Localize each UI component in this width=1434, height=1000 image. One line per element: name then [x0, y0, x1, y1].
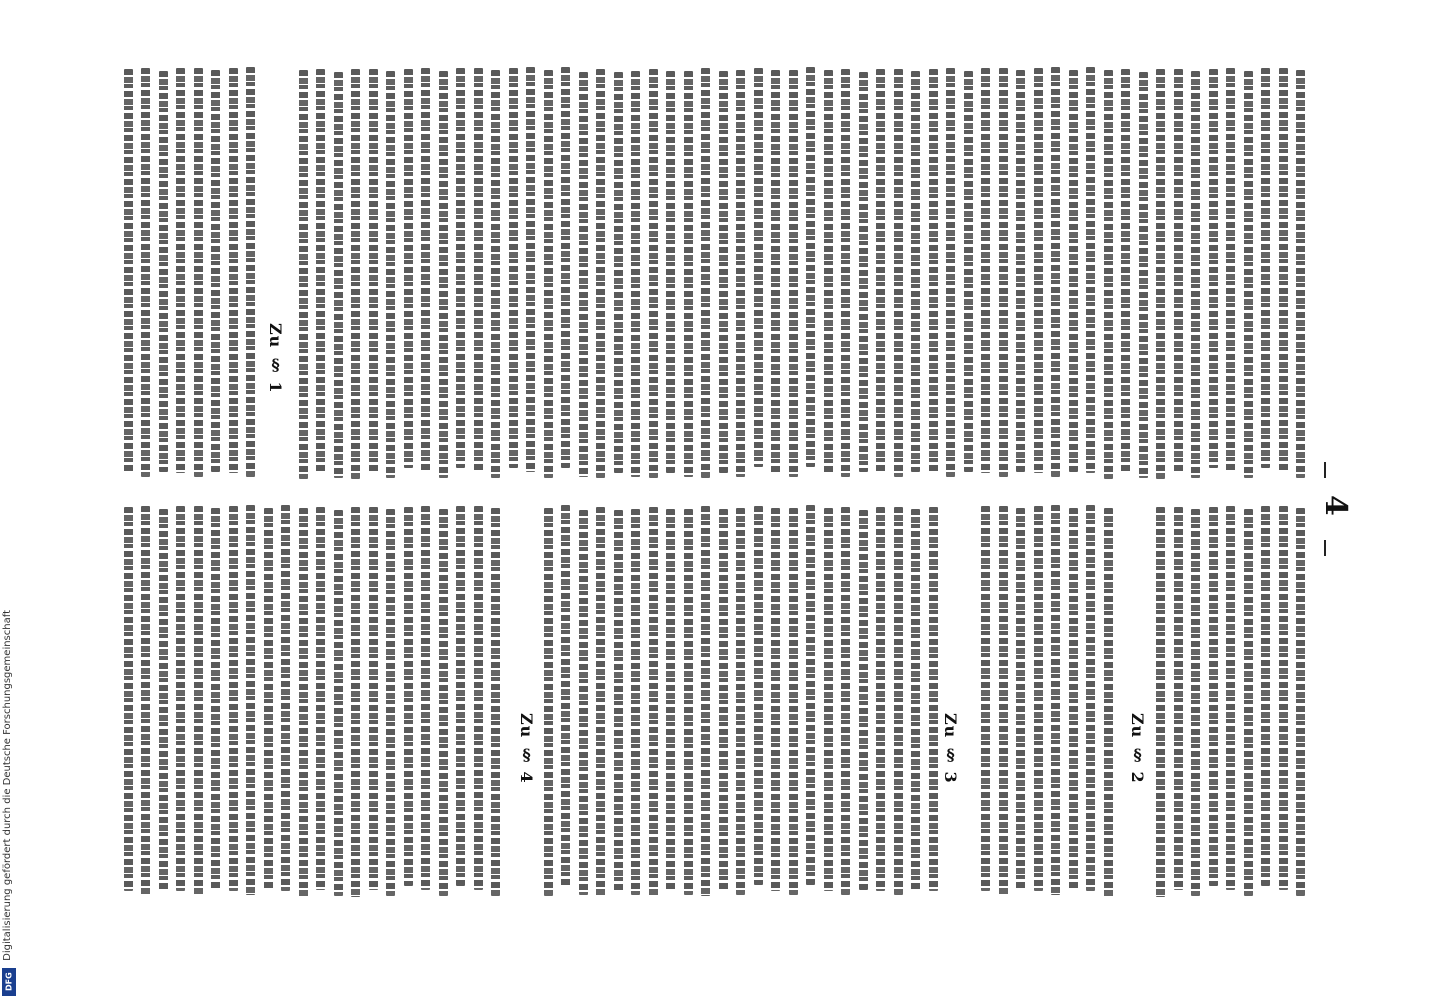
- text-line: [194, 506, 203, 896]
- text-line: [701, 506, 710, 896]
- text-line: [334, 510, 343, 897]
- text-line: [421, 506, 430, 890]
- text-line: [1209, 507, 1218, 887]
- text-line: [789, 508, 798, 896]
- text-line: [229, 506, 238, 892]
- dfg-logo: DFG: [2, 968, 16, 996]
- text-line: [404, 507, 413, 887]
- text-line: [316, 507, 325, 890]
- digitization-credit: Digitalisierung gefördert durch die Deutsche Forschungsgemeinschaft: [2, 610, 13, 961]
- text-line: [439, 509, 448, 897]
- document-page: [108, 55, 1313, 900]
- text-line: [1191, 509, 1200, 896]
- section-heading-s3: Zu § 3: [941, 713, 960, 784]
- text-line: [684, 509, 693, 896]
- text-line: [1279, 506, 1288, 891]
- text-line: [1069, 508, 1078, 891]
- page-number-dash: [1324, 540, 1326, 556]
- text-line: [1034, 506, 1043, 892]
- text-line: [736, 508, 745, 895]
- text-line: [1051, 505, 1060, 895]
- text-line: [1016, 508, 1025, 890]
- text-line: [596, 507, 605, 896]
- text-line: [474, 506, 483, 891]
- text-line: [141, 506, 150, 895]
- text-line: [299, 508, 308, 898]
- text-line: [1296, 508, 1305, 896]
- text-line: [771, 508, 780, 891]
- text-line: [1226, 506, 1235, 890]
- text-line: [561, 505, 570, 886]
- text-line: [351, 507, 360, 897]
- text-line: [124, 507, 133, 892]
- text-line: [176, 506, 185, 891]
- text-line: [369, 507, 378, 891]
- section-heading-s1: Zu § 1: [266, 323, 285, 394]
- text-line: [1261, 506, 1270, 886]
- text-line: [719, 509, 728, 892]
- text-line: [841, 507, 850, 895]
- text-line: [1086, 505, 1095, 891]
- text-line: [929, 507, 938, 892]
- text-line: [211, 508, 220, 890]
- text-line: [666, 509, 675, 891]
- text-line: [824, 508, 833, 892]
- section-heading-s2: Zu § 2: [1128, 713, 1147, 784]
- text-line: [1156, 507, 1165, 897]
- text-line: [859, 510, 868, 891]
- page-number: 4: [1318, 495, 1353, 516]
- text-line: [876, 507, 885, 891]
- text-line: [649, 507, 658, 897]
- text-line: [911, 509, 920, 890]
- text-line: [1244, 509, 1253, 897]
- page-number-dash: [1324, 462, 1326, 478]
- section-heading-s4: Zu § 4: [517, 713, 536, 784]
- text-line: [281, 505, 290, 891]
- text-line: [456, 506, 465, 886]
- text-line: [806, 505, 815, 885]
- text-line: [894, 507, 903, 896]
- text-line: [1174, 507, 1183, 891]
- text-line: [754, 506, 763, 886]
- text-line: [999, 506, 1008, 896]
- text-line: [579, 510, 588, 896]
- text-line: [159, 509, 168, 891]
- text-line: [264, 508, 273, 891]
- text-line: [1104, 508, 1113, 898]
- text-line: [491, 508, 500, 896]
- text-line: [981, 506, 990, 891]
- text-line: [631, 509, 640, 895]
- text-line: [544, 508, 553, 897]
- text-line: [614, 510, 623, 892]
- text-line: [246, 505, 255, 895]
- text-line: [386, 509, 395, 896]
